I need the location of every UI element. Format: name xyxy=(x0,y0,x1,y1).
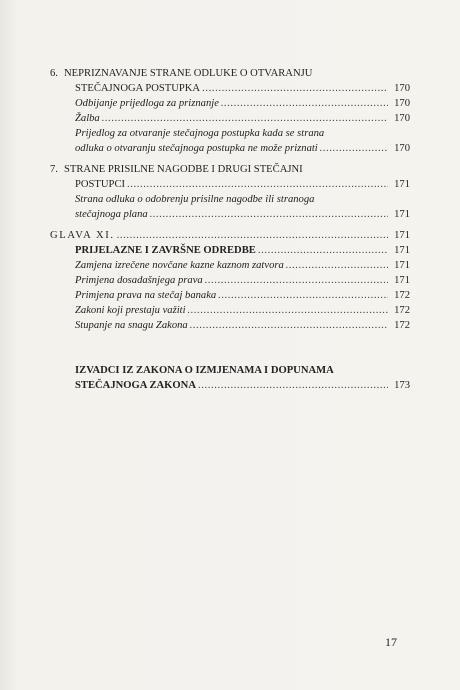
leader-dots xyxy=(258,243,388,258)
toc-entry-text: Zakoni koji prestaju važiti xyxy=(75,305,186,316)
leader-dots xyxy=(117,228,388,243)
toc-entry xyxy=(50,207,410,222)
toc-page-number: 170 xyxy=(394,113,410,124)
toc-entry-text: 7. STRANE PRISILNE NAGODBE I DRUGI STEČAJNI xyxy=(50,164,303,175)
leader-dots xyxy=(127,177,388,192)
table-of-contents xyxy=(50,66,410,393)
toc-chapter-glava-xi xyxy=(50,228,410,243)
toc-entry-text: IZVADCI IZ ZAKONA O IZMJENAMA I DOPUNAMA xyxy=(75,365,334,376)
toc-entry-bold xyxy=(50,378,410,393)
toc-entry-text: Primjena prava na stečaj banaka xyxy=(75,290,217,301)
toc-entry xyxy=(50,318,410,333)
toc-page-number: 170 xyxy=(394,143,410,154)
toc-entry-7-heading xyxy=(50,162,410,177)
toc-entry xyxy=(50,177,410,192)
toc-entry-text: Prijedlog za otvaranje stečajnoga postupka kada se strana xyxy=(75,128,325,139)
toc-page-number: 171 xyxy=(394,230,410,241)
toc-entry-text: Odbijanje prijedloga za priznanje xyxy=(75,98,219,109)
toc-page-number: 173 xyxy=(394,380,410,391)
leader-dots xyxy=(286,258,388,273)
toc-entry-bold xyxy=(50,363,410,378)
toc-entry-text: odluka o otvaranju stečajnoga postupka ne može priznati xyxy=(75,143,318,154)
leader-dots xyxy=(150,207,388,222)
toc-entry-text: Zamjena izrečene novčane kazne kaznom zatvora xyxy=(75,260,284,271)
toc-entry-text: stečajnoga plana xyxy=(75,209,148,220)
toc-entry-bold xyxy=(50,243,410,258)
toc-entry-text: Žalba xyxy=(75,113,100,124)
toc-entry xyxy=(50,192,410,207)
toc-entry xyxy=(50,81,410,96)
toc-page-number: 171 xyxy=(394,260,410,271)
leader-dots xyxy=(320,141,388,156)
leader-dots xyxy=(205,273,388,288)
leader-dots xyxy=(221,96,388,111)
toc-entry-text: GLAVA XI. xyxy=(50,230,115,241)
toc-entry xyxy=(50,288,410,303)
toc-entry-text: PRIJELAZNE I ZAVRŠNE ODREDBE xyxy=(75,245,256,256)
page-number: 17 xyxy=(385,635,397,649)
toc-page-number: 171 xyxy=(394,245,410,256)
leader-dots xyxy=(102,111,388,126)
section-number: 7. xyxy=(50,164,58,175)
toc-page-number: 171 xyxy=(394,275,410,286)
toc-entry xyxy=(50,258,410,273)
leader-dots xyxy=(202,81,388,96)
toc-page-number: 172 xyxy=(394,320,410,331)
toc-entry xyxy=(50,303,410,318)
toc-entry-text: STEČAJNOGA ZAKONA xyxy=(75,380,196,391)
toc-entry xyxy=(50,96,410,111)
toc-entry xyxy=(50,126,410,141)
leader-dots xyxy=(198,378,388,393)
leader-dots xyxy=(188,303,388,318)
leader-dots xyxy=(190,318,388,333)
leader-dots xyxy=(218,288,388,303)
toc-entry-text: 6. NEPRIZNAVANJE STRANE ODLUKE O OTVARANJU xyxy=(50,68,313,79)
toc-entry xyxy=(50,141,410,156)
toc-page-number: 171 xyxy=(394,179,410,190)
toc-page-number: 171 xyxy=(394,209,410,220)
toc-entry-6-heading xyxy=(50,66,410,81)
toc-entry-text: Stupanje na snagu Zakona xyxy=(75,320,188,331)
toc-entry-text: POSTUPCI xyxy=(75,179,126,190)
toc-entry-text: STEČAJNOGA POSTUPKA xyxy=(75,83,201,94)
toc-entry-text: Primjena dosadašnjega prava xyxy=(75,275,203,286)
toc-page-number: 170 xyxy=(394,98,410,109)
toc-entry xyxy=(50,273,410,288)
toc-page-number: 172 xyxy=(394,290,410,301)
toc-entry xyxy=(50,111,410,126)
toc-page-number: 172 xyxy=(394,305,410,316)
toc-entry-text: Strana odluka o odobrenju prisilne nagodbe ili stranoga xyxy=(75,194,315,205)
toc-page-number: 170 xyxy=(394,83,410,94)
section-number: 6. xyxy=(50,68,58,79)
